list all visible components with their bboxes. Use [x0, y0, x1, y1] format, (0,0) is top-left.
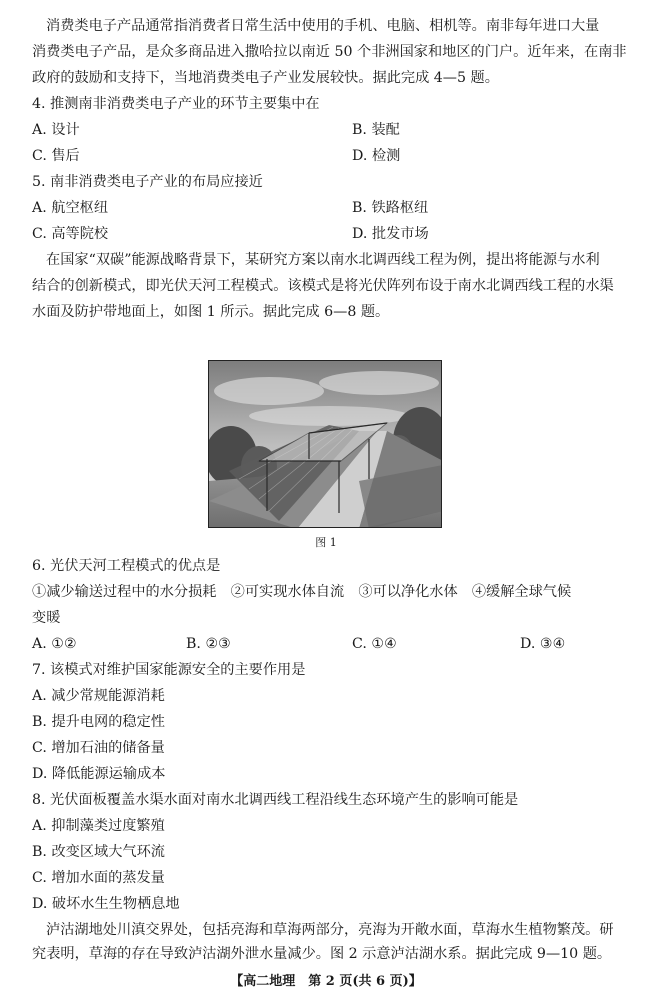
question-5-option-b: B. 铁路枢纽: [352, 200, 429, 216]
question-5-stem: 5. 南非消费类电子产业的布局应接近: [32, 174, 263, 190]
question-6-option-d: D. ③④: [520, 636, 566, 652]
question-4-option-d: D. 检测: [352, 148, 401, 164]
question-6-option-c: C. ①④: [352, 636, 397, 652]
figure-1-caption: 图 1: [315, 536, 337, 549]
question-8-stem: 8. 光伏面板覆盖水渠水面对南水北调西线工程沿线生态环境产生的影响可能是: [32, 792, 519, 808]
figure-1-photo: [208, 360, 442, 528]
question-8-option-d: D. 破坏水生生物栖息地: [32, 896, 180, 912]
question-8-option-a: A. 抑制藻类过度繁殖: [32, 818, 165, 834]
passage3-line-1: 泸沽湖地处川滇交界处，包括亮海和草海两部分，亮海为开敞水面，草海水生植物繁茂。研: [46, 922, 614, 938]
passage1-line-3: 政府的鼓励和支持下，当地消费类电子产业发展较快。据此完成 4—5 题。: [32, 70, 499, 86]
question-4-option-b: B. 装配: [352, 122, 400, 138]
question-7-option-a: A. 减少常规能源消耗: [32, 688, 165, 704]
photovoltaic-canal-illustration: [209, 361, 442, 528]
question-6-stem: 6. 光伏天河工程模式的优点是: [32, 558, 221, 574]
question-4-option-c: C. 售后: [32, 148, 80, 164]
question-7-option-b: B. 提升电网的稳定性: [32, 714, 165, 730]
question-6-option-b: B. ②③: [186, 636, 231, 652]
passage2-line-2: 结合的创新模式，即光伏天河工程模式。该模式是将光伏阵列布设于南水北调西线工程的水渠: [32, 278, 614, 294]
question-8-option-c: C. 增加水面的蒸发量: [32, 870, 165, 886]
question-6-option-a: A. ①②: [32, 636, 77, 652]
question-7-option-d: D. 降低能源运输成本: [32, 766, 166, 782]
passage3-line-2: 究表明，草海的存在导致泸沽湖外泄水量减少。图 2 示意泸沽湖水系。据此完成 9—10 题。: [32, 946, 612, 962]
passage1-line-2: 消费类电子产品，是众多商品进入撒哈拉以南近 50 个非洲国家和地区的门户。近年来，在南非: [32, 44, 627, 60]
question-4-option-a: A. 设计: [32, 122, 80, 138]
question-6-items-line-1: ①减少输送过程中的水分损耗 ②可实现水体自流 ③可以净化水体 ④缓解全球气候: [32, 584, 572, 600]
question-7-stem: 7. 该模式对维护国家能源安全的主要作用是: [32, 662, 306, 678]
passage1-line-1: 消费类电子产品通常指消费者日常生活中使用的手机、电脑、相机等。南非每年进口大量: [46, 18, 600, 34]
passage2-line-1: 在国家“双碳”能源战略背景下，某研究方案以南水北调西线工程为例，提出将能源与水利: [46, 252, 600, 268]
question-6-items-line-2: 变暖: [32, 610, 61, 626]
question-5-option-d: D. 批发市场: [352, 226, 429, 242]
passage2-line-3: 水面及防护带地面上，如图 1 所示。据此完成 6—8 题。: [32, 304, 390, 320]
question-8-option-b: B. 改变区域大气环流: [32, 844, 165, 860]
question-5-option-a: A. 航空枢纽: [32, 200, 109, 216]
question-4-stem: 4. 推测南非消费类电子产业的环节主要集中在: [32, 96, 320, 112]
page-footer: 【高二地理 第 2 页(共 6 页)】: [230, 974, 422, 989]
question-7-option-c: C. 增加石油的储备量: [32, 740, 165, 756]
question-5-option-c: C. 高等院校: [32, 226, 109, 242]
